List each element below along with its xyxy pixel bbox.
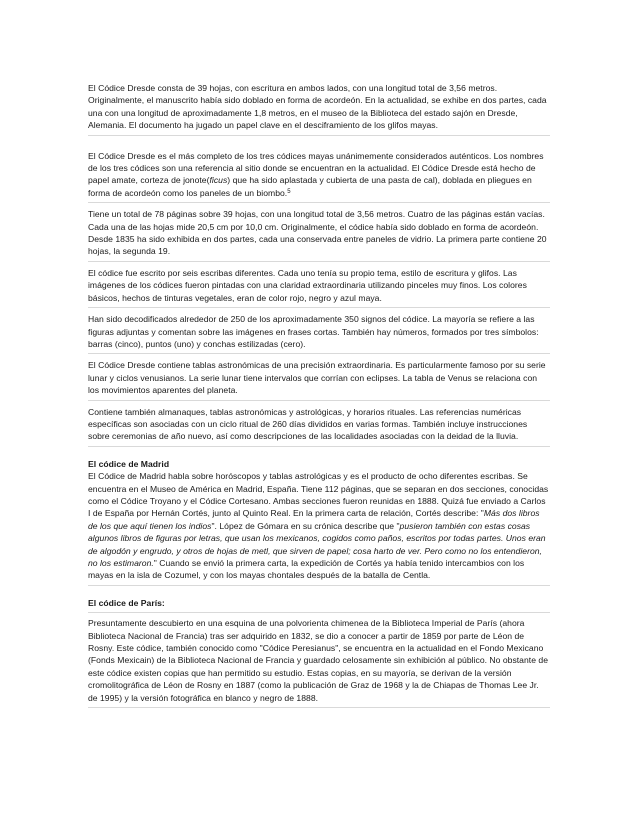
paragraph-dresde-intro (88, 82, 550, 136)
paragraph-dresde-signs (88, 313, 550, 354)
italic-term: ficus (209, 175, 228, 186)
paragraph-text (88, 150, 550, 200)
text-run: El Códice de Madrid habla sobre horóscopos y tablas astrológicas y es el producto de ocho diferentes escribas. Se encuentra en el Museo de América en Madrid, España. Tiene 112 páginas, que se separan en dos secciones, conocidas como el Códice Troyano y el Códice Cortesano. Ambas secciones fueron reunidas en 1888. Quizá fue enviado a Carlos I de España por Hernán Cortés, junto al Quinto Real. En la primera carta de relación, Cortés describe: " (88, 471, 549, 519)
text-run: ) que ha sido aplastada y cubierta de una pasta de cal), doblada en pliegues en forma de acordeón como los paneles de un biombo. (88, 175, 532, 198)
paragraph-dresde-almanacs (88, 406, 550, 447)
document-page (88, 82, 550, 713)
footnote-marker: 5 (287, 188, 291, 195)
paragraph-text: Presuntamente descubierto en una esquina de una polvorienta chimenea de la Biblioteca Imperial de París (ahora Biblioteca Nacional de Francia) tras ser adquirido en 1832, se dio a conocer a partir de 1859 por parte de Léon de Rosny. Este códice, también conocido como "Códice Peresianus", se encuentra en la actualidad en el Fondo Mexicano (Fonds Mexicain) de la Biblioteca Nacional de Francia y guardado celosamente sin exhibición al público. No obstante de este códice existen copias que han permitido su estudio. Estas copias, en su mayoría, se derivan de la versión cromolitográfica de Léon de Rosny en 1887 (como la publicación de Graz de 1968 y la de Chiapas de Thomas Lee Jr. de 1995) y la versión fotográfica en blanco y negro de 1888. (88, 618, 548, 703)
section-heading-paris: El códice de París: (88, 597, 165, 608)
italic-quote: pusieron también con estas cosas algunos libros de figuras por letras, que usan los mexicanos, cogidos como paños, escritos por todas partes. Unos eran de algodón y engrudo, y otros de hojas de metl, que sirven de papel; cosa harto de ver. Pero como no los entendieron, no los estimaron. (88, 520, 546, 568)
section-heading-block-paris (88, 597, 550, 613)
paragraph-dresde-astronomy (88, 359, 550, 400)
paragraph-text: Tiene un total de 78 páginas sobre 39 hojas, con una longitud total de 3,56 metros. Cuatro de las páginas están vacías. Cada una de las hojas mide 20,5 cm por 10,0 cm. Originalmente, el códice había sido doblado en forma de acordeón. Desde 1835 ha sido exhibida en dos partes, cada una conservada entre paneles de vidrio. La primera parte contiene 20 hojas, la segunda 19. (88, 209, 547, 257)
section-heading-madrid: El códice de Madrid (88, 458, 170, 469)
paragraph-text: Contiene también almanaques, tablas astronómicas y astrológicas, y horarios rituales. Las referencias numéricas específicas son asociadas con un ciclo ritual de 260 días divididos en varias formas. También incluye instrucciones sobre ceremonias de año nuevo, así como descripciones de las localidades asociadas con la deidad de la lluvia. (88, 406, 528, 442)
italic-quote: Más dos libros de los que aquí tienen los indios (88, 508, 540, 531)
paragraph-text: El Códice Dresde consta de 39 hojas, con escritura en ambos lados, con una longitud total de 3,56 metros. Originalmente, el manuscrito había sido doblado en forma de acordeón. En la actualidad, se exhibe en dos partes, cada una con una longitud de aproximadamente 1,8 metros, en el museo de la Biblioteca del estado sajón en Dresde, Alemania. El documento ha jugado un papel clave en el desciframiento de los glifos mayas. (88, 83, 547, 131)
paragraph-text (88, 470, 550, 582)
paragraph-dresde-complete (88, 150, 550, 204)
paragraph-dresde-pages (88, 208, 550, 262)
text-run: " Cuando se envió la primera carta, la expedición de Cortés ya había tenido intercambios con los mayas en la isla de Cozumel, y con los mayas chontales después de la batalla de Centla. (88, 558, 525, 581)
text-run: El Códice Dresde es el más completo de los tres códices mayas unánimemente considerados auténticos. Los nombres de los tres códices son una referencia al sitio donde se encuentran en la actualidad. El Códice Dresde está hecho de papel amate, corteza de jonote( (88, 150, 544, 186)
paragraph-text: El Códice Dresde contiene tablas astronómicas de una precisión extraordinaria. Es particularmente famoso por su serie lunar y ciclos venusianos. La serie lunar tiene intervalos que corrían con eclipses. La tabla de Venus se relaciona con los movimientos aparentes del planeta. (88, 360, 546, 396)
section-paris (88, 617, 550, 708)
paragraph-dresde-scribes (88, 267, 550, 308)
section-madrid (88, 458, 550, 586)
paragraph-text: El códice fue escrito por seis escribas diferentes. Cada uno tenía su propio tema, estilo de escritura y glifos. Las imágenes de los códices fueron pintadas con una claridad extraordinaria utilizando pinceles muy finos. Los colores básicos, hechos de tinturas vegetales, eran de color rojo, negro y azul maya. (88, 267, 527, 303)
paragraph-text: Han sido decodificados alrededor de 250 de los aproximadamente 350 signos del códice. La mayoría se refiere a las figuras adjuntas y comentan sobre las imágenes en frases cortas. También hay números, formados por tres símbolos: barras (cinco), puntos (uno) y conchas estilizadas (cero). (88, 314, 539, 349)
text-run: ". López de Gómara en su crónica describe que " (211, 520, 400, 531)
